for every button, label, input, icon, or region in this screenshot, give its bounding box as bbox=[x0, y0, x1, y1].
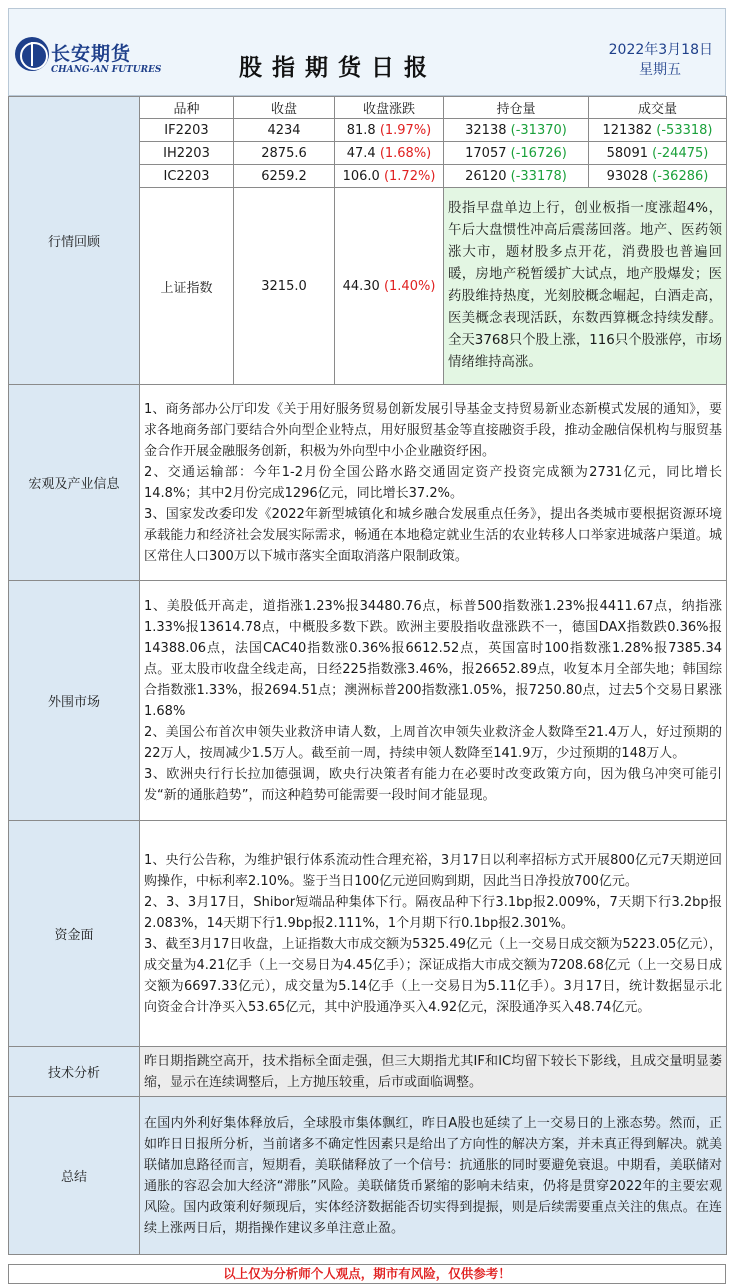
page-title: 股指期货日报 bbox=[239, 55, 437, 81]
contract-name: IH2203 bbox=[140, 142, 234, 165]
volume-value: 121382 bbox=[602, 122, 653, 138]
section-label-funds: 资金面 bbox=[9, 821, 140, 1047]
funds-paragraph: 3、截至3月17日收盘，上证指数大市成交额为5325.49亿元（上一交易日成交额为5223.05亿元），成交量为4.21亿手（上一交易日为4.45亿手）；深证成指大市成交额为7208.68亿元（上一交易日成交额为6697.33亿元），成交量为5.14亿手（上一交易日为5.11亿手）。3月17日，统计数据显示北向资金合计净买入53.65亿元，其中沪股通净买入4.92亿元，深股通净买入48.74亿元。 bbox=[144, 936, 722, 1015]
brand-name-en: CHANG-AN FUTURES bbox=[51, 65, 162, 75]
change-pct: (1.72%) bbox=[383, 168, 436, 184]
section-label-technical: 技术分析 bbox=[9, 1047, 140, 1097]
overseas-paragraph: 3、欧洲央行行长拉加德强调，欧央行决策者有能力在必要时改变政策方向，因为俄乌冲突可能引发“新的通胀趋势”，而这种趋势可能需要一段时间才能显现。 bbox=[144, 766, 722, 803]
report-weekday: 星期五 bbox=[639, 62, 681, 78]
funds-row bbox=[9, 821, 727, 1047]
report-table bbox=[8, 96, 727, 1255]
market-header-row bbox=[9, 97, 727, 119]
funds-paragraph: 2、3、3月17日，Shibor短端品种集体下行。隔夜品种下行3.1bp报2.009%，7天期下行3.2bp报2.083%，14天期下行1.9bp报2.111%，1个月期下行0.1bp报2.301%。 bbox=[144, 894, 722, 931]
contract-name: IF2203 bbox=[140, 119, 234, 142]
contract-oi bbox=[444, 119, 589, 142]
market-review-text: 股指早盘单边上行，创业板指一度涨超4%，午后大盘惯性冲高后震荡回落。地产、医药领涨大市，题材股多点开花，消费股也普遍回暖，房地产税暂缓扩大试点，地产股爆发；医药股维持热度，光刻胶概念崛起，白酒走高，医美概念表现活跃，东数西算概念持续发酵。全天3768只个股上涨，116只个股涨停，市场情绪维持高涨。 bbox=[444, 188, 727, 385]
oi-value: 17057 bbox=[465, 145, 507, 161]
changan-logo-icon bbox=[15, 37, 49, 71]
macro-row bbox=[9, 385, 727, 581]
contract-volume bbox=[589, 142, 727, 165]
contract-change bbox=[335, 165, 444, 188]
contract-change bbox=[335, 142, 444, 165]
technical-row bbox=[9, 1047, 727, 1097]
col-header-volume: 成交量 bbox=[589, 97, 727, 119]
sh-index-close: 3215.0 bbox=[234, 188, 335, 385]
section-label-macro: 宏观及产业信息 bbox=[9, 385, 140, 581]
summary-row bbox=[9, 1097, 727, 1255]
change-value: 106.0 bbox=[342, 168, 380, 184]
overseas-text bbox=[140, 581, 727, 821]
sh-index-name: 上证指数 bbox=[140, 188, 234, 385]
contract-close: 2875.6 bbox=[234, 142, 335, 165]
technical-text: 昨日期指跳空高开，技术指标全面走强，但三大期指尤其IF和IC均留下较长下影线，且成交量明显萎缩，显示在连续调整后，上方抛压较重，后市或面临调整。 bbox=[140, 1047, 727, 1097]
macro-paragraph: 3、国家发改委印发《2022年新型城镇化和城乡融合发展重点任务》，提出各类城市要根据资源环境承载能力和经济社会发展实际需求，畅通在本地稳定就业生活的农业转移人口举家进城落户渠道。城区常住人口300万以下城市落实全面取消落户限制政策。 bbox=[144, 506, 722, 564]
change-pct: (1.68%) bbox=[379, 145, 432, 161]
volume-value: 58091 bbox=[606, 145, 648, 161]
contract-close: 4234 bbox=[234, 119, 335, 142]
oi-change: (-33178) bbox=[510, 168, 567, 184]
funds-text bbox=[140, 821, 727, 1047]
change-value: 47.4 bbox=[346, 145, 376, 161]
col-header-oi: 持仓量 bbox=[444, 97, 589, 119]
sh-index-change bbox=[335, 188, 444, 385]
summary-text: 在国内外利好集体释放后，全球股市集体飘红，昨日A股也延续了上一交易日的上涨态势。然而，正如昨日日报所分析，当前诸多不确定性因素只是给出了方向性的解决方案，并未真正得到解决。就美联储加息路径而言，短期看，美联储释放了一个信号：抗通胀的同时要避免衰退。中期看，美联储对通胀的容忍会加大经济“滞胀”风险。美联储货币紧缩的影响未结束，仍将是贯穿2022年的主要宏观风险。国内政策利好频现后，实体经济数据能否切实得到提振，则是后续需要重点关注的焦点。在连续上涨两日后，期指操作建议多单注意止盈。 bbox=[140, 1097, 727, 1255]
report-header bbox=[8, 8, 726, 96]
change-pct: (1.97%) bbox=[379, 122, 432, 138]
oi-value: 32138 bbox=[465, 122, 507, 138]
contract-oi bbox=[444, 165, 589, 188]
col-header-close: 收盘 bbox=[234, 97, 335, 119]
oi-change: (-16726) bbox=[510, 145, 567, 161]
change-pct: (1.40%) bbox=[383, 278, 436, 294]
volume-change: (-36286) bbox=[652, 168, 709, 184]
col-header-change: 收盘涨跌 bbox=[335, 97, 444, 119]
oi-change: (-31370) bbox=[510, 122, 567, 138]
report-date: 2022年3月18日 bbox=[608, 42, 713, 58]
contract-close: 6259.2 bbox=[234, 165, 335, 188]
section-label-market-review: 行情回顾 bbox=[9, 97, 140, 385]
contract-volume bbox=[589, 165, 727, 188]
volume-value: 93028 bbox=[606, 168, 648, 184]
contract-change bbox=[335, 119, 444, 142]
contract-volume bbox=[589, 119, 727, 142]
disclaimer-footer: 以上仅为分析师个人观点，期市有风险，仅供参考！ bbox=[8, 1264, 726, 1284]
funds-paragraph: 1、央行公告称，为维护银行体系流动性合理充裕，3月17日以利率招标方式开展800亿元7天期逆回购操作，中标利率2.10%。鉴于当日100亿元逆回购到期，因此当日净投放700亿元。 bbox=[144, 852, 722, 889]
overseas-paragraph: 1、美股低开高走，道指涨1.23%报34480.76点，标普500指数涨1.23%报4411.67点，纳指涨1.33%报13614.78点，中概股多数下跌。欧洲主要股指收盘涨跌不一，德国DAX指数跌0.36%报14388.06点，法国CAC40指数涨0.36%报6612.52点，英国富时100指数涨1.28%报7385.34点。亚太股市收盘全线走高，日经225指数涨3.46%，报26652.89点，收复本月全部失地；韩国综合指数涨1.33%，报2694.51点；澳洲标普200指数涨1.05%，报7250.80点，过去5个交易日累涨1.68% bbox=[144, 598, 723, 719]
section-label-summary: 总结 bbox=[9, 1097, 140, 1255]
macro-text bbox=[140, 385, 727, 581]
change-value: 81.8 bbox=[346, 122, 376, 138]
col-header-name: 品种 bbox=[140, 97, 234, 119]
contract-name: IC2203 bbox=[140, 165, 234, 188]
volume-change: (-24475) bbox=[652, 145, 709, 161]
change-value: 44.30 bbox=[342, 278, 380, 294]
macro-paragraph: 1、商务部办公厅印发《关于用好服务贸易创新发展引导基金支持贸易新业态新模式发展的通知》，要求各地商务部门要结合外向型企业特点，用好服贸基金等直接融资手段，推动金融信保机构与服贸基金合作开展金融服务创新，积极为外向型中小企业融资纾困。 bbox=[144, 401, 722, 459]
brand-name-cn: 长安期货 bbox=[51, 43, 132, 65]
overseas-paragraph: 2、美国公布首次申领失业救济申请人数，上周首次申领失业救济金人数降至21.4万人，好过预期的22万人，按周减少1.5万人。截至前一周，持续申领人数降至141.9万，少过预期的148万人。 bbox=[144, 724, 722, 761]
overseas-row bbox=[9, 581, 727, 821]
contract-oi bbox=[444, 142, 589, 165]
macro-paragraph: 2、交通运输部：今年1-2月份全国公路水路交通固定资产投资完成额为2731亿元，同比增长14.8%；其中2月份完成1296亿元，同比增长37.2%。 bbox=[144, 464, 722, 501]
oi-value: 26120 bbox=[465, 168, 507, 184]
section-label-overseas: 外围市场 bbox=[9, 581, 140, 821]
volume-change: (-53318) bbox=[656, 122, 713, 138]
